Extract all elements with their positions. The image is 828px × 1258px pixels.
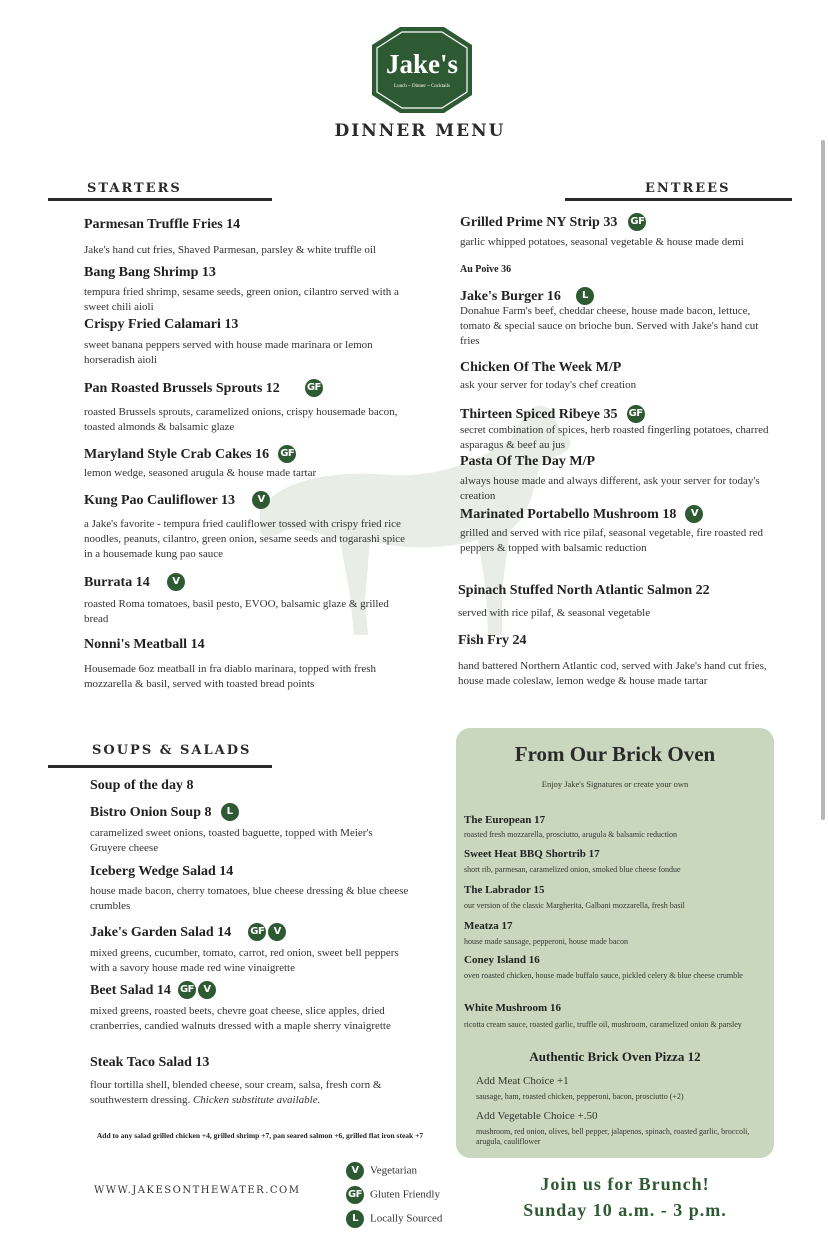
jakes-logo <box>370 25 474 115</box>
locally-sourced-icon: L <box>221 803 239 821</box>
menu-item-desc <box>90 1078 420 1108</box>
legend-vegetarian <box>346 1162 417 1180</box>
pizza-desc: house made sausage, pepperoni, house made bacon <box>464 937 628 946</box>
legend-label: Gluten Friendly <box>370 1188 440 1201</box>
menu-item-desc: sweet banana peppers served with house made marinara or lemon horseradish aioli <box>84 339 373 366</box>
menu-item-desc: secret combination of spices, herb roasted fingerling potatoes, charred asparagus & beef au jus <box>460 424 769 451</box>
gluten-friendly-icon: GF <box>178 981 196 999</box>
menu-item-desc: Donahue Farm's beef, cheddar cheese, house made bacon, lettuce, tomato & special sauce on brioche bun. Served with Jake's hand cut fries <box>460 305 759 347</box>
gluten-friendly-icon: GF <box>278 445 296 463</box>
menu-item-title: Burrata 14 <box>84 575 150 590</box>
soups-heading: SOUPS & SALADS <box>92 743 252 758</box>
gluten-friendly-icon: GF <box>248 923 266 941</box>
menu-item-title: Au Poive 36 <box>460 264 512 275</box>
menu-item-header <box>90 801 239 821</box>
menu-item-desc: mixed greens, cucumber, tomato, carrot, red onion, sweet bell peppers with a savory house made red wine vinaigrette <box>90 947 399 974</box>
menu-item-desc: grilled and served with rice pilaf, seasonal vegetable, fire roasted red peppers & topped with balsamic reduction <box>460 527 763 554</box>
vegetable-choice-list: mushroom, red onion, olives, bell pepper, jalapenos, spinach, roasted garlic, broccoli, arugula, cauliflower <box>476 1127 750 1146</box>
menu-item-title: Parmesan Truffle Fries 14 <box>84 217 241 232</box>
pizza-name: The Labrador 15 <box>464 884 545 896</box>
menu-item-title: Steak Taco Salad 13 <box>90 1055 210 1070</box>
oven-subtitle: Enjoy Jake's Signatures or create your own <box>541 779 689 789</box>
pizza-desc: our version of the classic Margherita, Galbani mozzarella, fresh basil <box>464 901 685 910</box>
vegetarian-icon: V <box>167 573 185 591</box>
menu-item-desc: caramelized sweet onions, toasted baguette, topped with Meier's Gruyere cheese <box>90 827 373 854</box>
menu-item-title: Bistro Onion Soup 8 <box>90 805 212 820</box>
legend-gluten-friendly <box>346 1186 440 1204</box>
menu-item-title: Soup of the day 8 <box>90 778 194 793</box>
entrees-rule <box>565 198 792 201</box>
pizza-desc: oven roasted chicken, house made buffalo sauce, pickled celery & blue cheese crumble <box>464 971 743 980</box>
menu-item-title: Marinated Portabello Mushroom 18 <box>460 507 677 522</box>
menu-item-title: Nonni's Meatball 14 <box>84 637 205 652</box>
oven-title: From Our Brick Oven <box>514 742 716 766</box>
pizza-name: White Mushroom 16 <box>464 1002 561 1014</box>
menu-item-title: Fish Fry 24 <box>458 633 527 648</box>
menu-item-desc-text: flour tortilla shell, blended cheese, sour cream, salsa, fresh corn & southwestern dressing. <box>90 1079 382 1106</box>
menu-item-header <box>84 377 323 397</box>
menu-item-desc: tempura fried shrimp, sesame seeds, green onion, cilantro served with a sweet chili aioli <box>84 286 399 313</box>
menu-item-title: Grilled Prime NY Strip 33 <box>460 215 618 230</box>
menu-item-desc: served with rice pilaf, & seasonal vegetable <box>458 607 651 619</box>
menu-item-header <box>84 571 185 591</box>
gluten-friendly-icon: GF <box>305 379 323 397</box>
menu-item-header <box>90 921 286 941</box>
menu-item-desc: ask your server for today's chef creation <box>460 379 637 391</box>
pizza-desc: ricotta cream sauce, roasted garlic, truffle oil, mushroom, caramelized onion & parsley <box>464 1020 742 1029</box>
salad-addon-note: Add to any salad grilled chicken +4, grilled shrimp +7, pan seared salmon +6, grilled flat iron steak +7 <box>96 1131 424 1140</box>
gluten-friendly-icon: GF <box>627 405 645 423</box>
gluten-friendly-icon: GF <box>628 213 646 231</box>
vegetable-choice-label: Add Vegetable Choice +.50 <box>476 1110 598 1122</box>
brunch-line-2: Sunday 10 a.m. - 3 p.m. <box>523 1200 727 1220</box>
menu-item-title: Jake's Garden Salad 14 <box>90 925 232 940</box>
scrollbar[interactable] <box>821 140 825 820</box>
menu-item-desc: roasted Brussels sprouts, caramelized onions, crispy housemade bacon, toasted almonds & balsamic glaze <box>84 406 398 433</box>
menu-item-desc: roasted Roma tomatoes, basil pesto, EVOO, balsamic glaze & grilled bread <box>84 598 389 625</box>
menu-item-desc: garlic whipped potatoes, seasonal vegetable & house made demi <box>460 236 744 248</box>
pizza-desc: short rib, parmesan, caramelized onion, smoked blue cheese fondue <box>464 865 681 874</box>
menu-item-desc: lemon wedge, seasoned arugula & house made tartar <box>84 467 317 479</box>
menu-item-desc: hand battered Northern Atlantic cod, served with Jake's hand cut fries, house made coleslaw, lemon wedge & house made tartar <box>458 660 767 687</box>
page-title: DINNER MENU <box>334 121 506 141</box>
menu-item-title: Crispy Fried Calamari 13 <box>84 317 239 332</box>
menu-item-header <box>460 403 645 423</box>
legend-locally-sourced <box>346 1210 442 1228</box>
menu-item-title: Beet Salad 14 <box>90 983 171 998</box>
menu-item-title: Pasta Of The Day M/P <box>460 454 596 469</box>
menu-item-title: Maryland Style Crab Cakes 16 <box>84 447 270 462</box>
meat-choice-label: Add Meat Choice +1 <box>476 1075 569 1087</box>
vegetarian-icon: V <box>198 981 216 999</box>
menu-item-title: Iceberg Wedge Salad 14 <box>90 864 234 879</box>
authentic-pizza-title: Authentic Brick Oven Pizza 12 <box>529 1049 701 1064</box>
brunch-line-1: Join us for Brunch! <box>540 1174 710 1194</box>
legend-label: Locally Sourced <box>370 1212 443 1225</box>
soups-rule <box>48 765 272 768</box>
vegetarian-icon: V <box>685 505 703 523</box>
pizza-name: Coney Island 16 <box>464 954 540 966</box>
pizza-name: The European 17 <box>464 814 546 826</box>
meat-choice-list: sausage, ham, roasted chicken, pepperoni, bacon, prosciutto (+2) <box>476 1092 684 1101</box>
menu-item-title: Jake's Burger 16 <box>460 289 561 304</box>
website-link[interactable]: WWW.JAKESONTHEWATER.COM <box>94 1185 301 1196</box>
menu-item-header <box>84 443 296 463</box>
starters-rule <box>48 198 272 201</box>
menu-item-desc: house made bacon, cherry tomatoes, blue cheese dressing & blue cheese crumbles <box>90 885 409 912</box>
menu-item-desc: Housemade 6oz meatball in fra diablo marinara, topped with fresh mozzarella & basil, served with toasted bread points <box>84 663 377 690</box>
menu-item-title: Spinach Stuffed North Atlantic Salmon 22 <box>458 583 710 598</box>
legend-label: Vegetarian <box>370 1164 418 1177</box>
logo-name: Jake's <box>385 49 458 79</box>
menu-item-header <box>90 979 216 999</box>
pizza-name: Meatza 17 <box>464 920 513 932</box>
menu-item-desc: a Jake's favorite - tempura fried cauliflower tossed with crispy fried rice noodles, peanuts, cilantro, green onion, sesame seeds and togarashi spice in a housemade kung pao sauce <box>84 518 406 560</box>
vegetarian-icon: V <box>346 1162 364 1180</box>
vegetarian-icon: V <box>252 491 270 509</box>
menu-item-title: Kung Pao Cauliflower 13 <box>84 493 236 508</box>
starters-heading: STARTERS <box>87 181 182 196</box>
entrees-heading: ENTREES <box>645 181 731 196</box>
menu-item-header <box>460 211 646 231</box>
menu-item-desc: always house made and always different, ask your server for today's creation <box>460 475 760 502</box>
menu-item-desc: mixed greens, roasted beets, chevre goat cheese, slice apples, dried cranberries, candied walnuts dressed with a maple sherry vinaigrette <box>90 1005 391 1032</box>
locally-sourced-icon: L <box>576 287 594 305</box>
menu-item-title: Thirteen Spiced Ribeye 35 <box>460 407 618 422</box>
pizza-name: Sweet Heat BBQ Shortrib 17 <box>464 848 600 860</box>
locally-sourced-icon: L <box>346 1210 364 1228</box>
logo-tagline: Lunch ~ Dinner ~ Cocktails <box>394 84 450 89</box>
gluten-friendly-icon: GF <box>346 1186 364 1204</box>
brick-oven-panel <box>456 728 774 1158</box>
pizza-desc: roasted fresh mozzarella, prosciutto, arugula & balsamic reduction <box>464 830 678 839</box>
menu-item-title: Bang Bang Shrimp 13 <box>84 265 216 280</box>
menu-item-header <box>84 489 270 509</box>
menu-item-desc: Jake's hand cut fries, Shaved Parmesan, parsley & white truffle oil <box>84 244 376 256</box>
menu-item-header <box>460 503 703 523</box>
menu-item-title: Pan Roasted Brussels Sprouts 12 <box>84 381 280 396</box>
menu-item-header <box>460 285 594 305</box>
vegetarian-icon: V <box>268 923 286 941</box>
menu-item-title: Chicken Of The Week M/P <box>460 360 622 375</box>
menu-item-note: Chicken substitute available. <box>192 1094 321 1106</box>
